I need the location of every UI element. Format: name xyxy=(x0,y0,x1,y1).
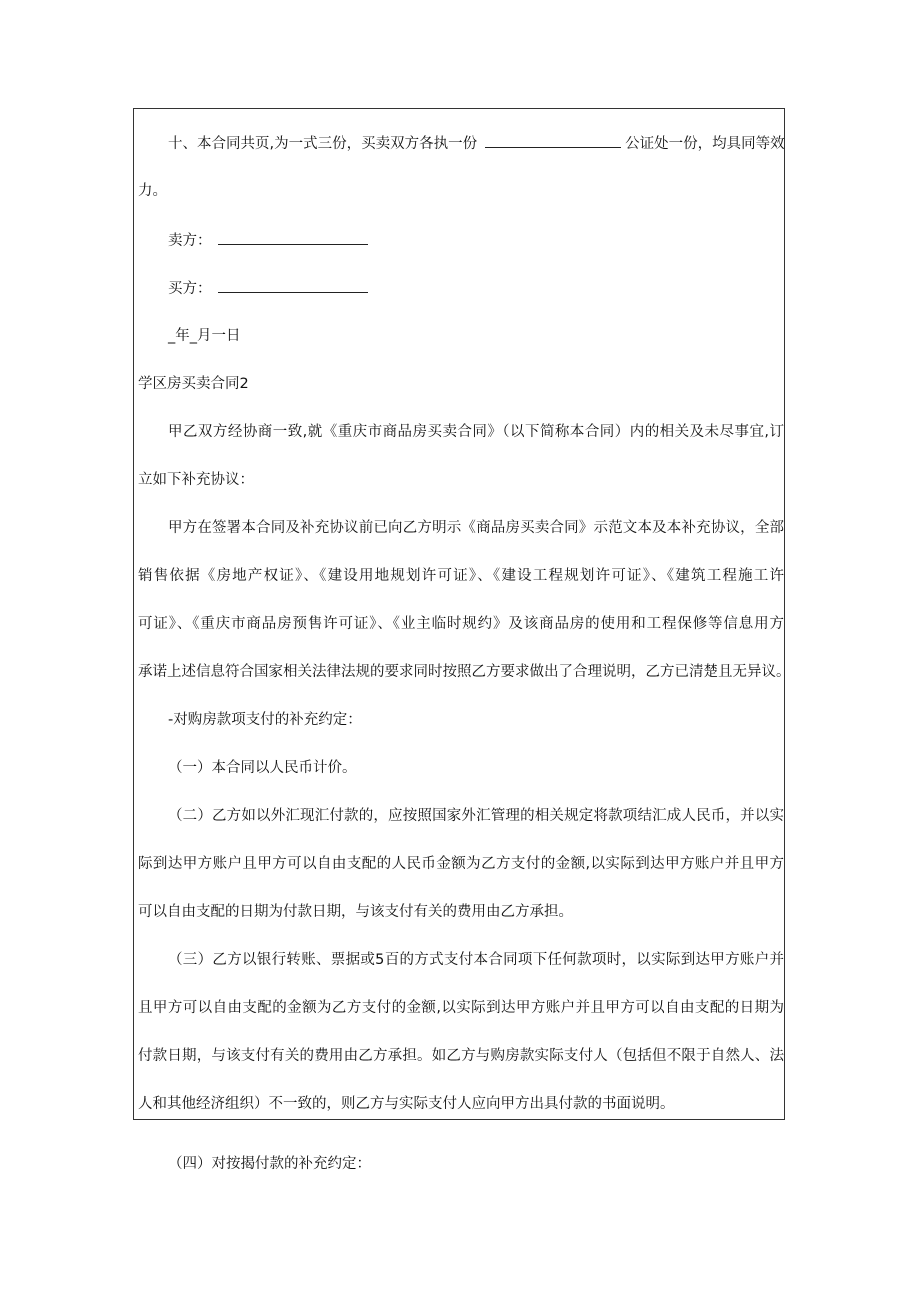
buyer-line xyxy=(168,278,368,299)
paragraph-2-line-2: 销售依据《房地产权证》、《建设用地规划许可证》、《建设工程规划许可证》、《建筑工程施工许 xyxy=(138,568,784,584)
seller-line xyxy=(168,230,368,251)
seller-signature-blank xyxy=(218,230,368,245)
payment-heading: -对购房款项支付的补充约定： xyxy=(168,712,362,728)
notary-blank xyxy=(485,133,621,148)
clause-10-line-2: 力。 xyxy=(138,183,167,199)
clause-4-heading: （四）对按揭付款的补充约定： xyxy=(168,1156,371,1172)
paragraph-2-line-1: 甲方在签署本合同及补充协议前已向乙方明示《商品房买卖合同》示范文本及本补充协议，全部 xyxy=(168,520,784,536)
buyer-label: 买方： xyxy=(168,281,212,297)
clause-3-line-4: 人和其他经济组织）不一致的，则乙方与实际支付人应向甲方出具付款的书面说明。 xyxy=(138,1096,675,1112)
clause-10-line-1 xyxy=(168,133,785,154)
paragraph-1-line-2: 立如下补充协议： xyxy=(138,472,254,488)
clause-2-line-2: 际到达甲方账户且甲方可以自由支配的人民币金额为乙方支付的金额,以实际到达甲方账户并且甲方 xyxy=(138,856,784,872)
paragraph-1-line-1: 甲乙双方经协商一致,就《重庆市商品房买卖合同》（以下简称本合同）内的相关及未尽事宜,订 xyxy=(168,424,784,440)
clause-2-line-3: 可以自由支配的日期为付款日期，与该支付有关的费用由乙方承担。 xyxy=(138,904,573,920)
clause-2-line-1: （二）乙方如以外汇现汇付款的，应按照国家外汇管理的相关规定将款项结汇成人民币，并以实 xyxy=(168,808,784,824)
clause-1: （一）本合同以人民币计价。 xyxy=(168,760,357,776)
paragraph-2-line-4: 承诺上述信息符合国家相关法律法规的要求同时按照乙方要求做出了合理说明，乙方已清楚且无异议。 xyxy=(138,664,791,680)
paragraph-2-line-3: 可证》、《重庆市商品房预售许可证》、《业主临时规约》及该商品房的使用和工程保修等信息用方 xyxy=(138,616,784,632)
clause-3-line-2: 且甲方可以自由支配的金额为乙方支付的金额,以实际到达甲方账户并且甲方可以自由支配的日期为 xyxy=(138,1000,784,1016)
buyer-signature-blank xyxy=(218,278,368,293)
section-title: 学区房买卖合同2 xyxy=(138,376,249,392)
clause-10-text-a: 十、本合同共页,为一式三份，买卖双方各执一份 xyxy=(168,136,478,152)
seller-label: 卖方： xyxy=(168,233,212,249)
clause-3-line-3: 付款日期，与该支付有关的费用由乙方承担。如乙方与购房款实际支付人（包括但不限于自然人、法 xyxy=(138,1048,784,1064)
clause-3-line-1: （三）乙方以银行转账、票据或5百的方式支付本合同项下任何款项时，以实际到达甲方账户并 xyxy=(168,952,784,968)
date-line: _年_月一日 xyxy=(168,328,241,344)
clause-10-text-b: 公证处一份，均具同等效 xyxy=(625,136,785,152)
